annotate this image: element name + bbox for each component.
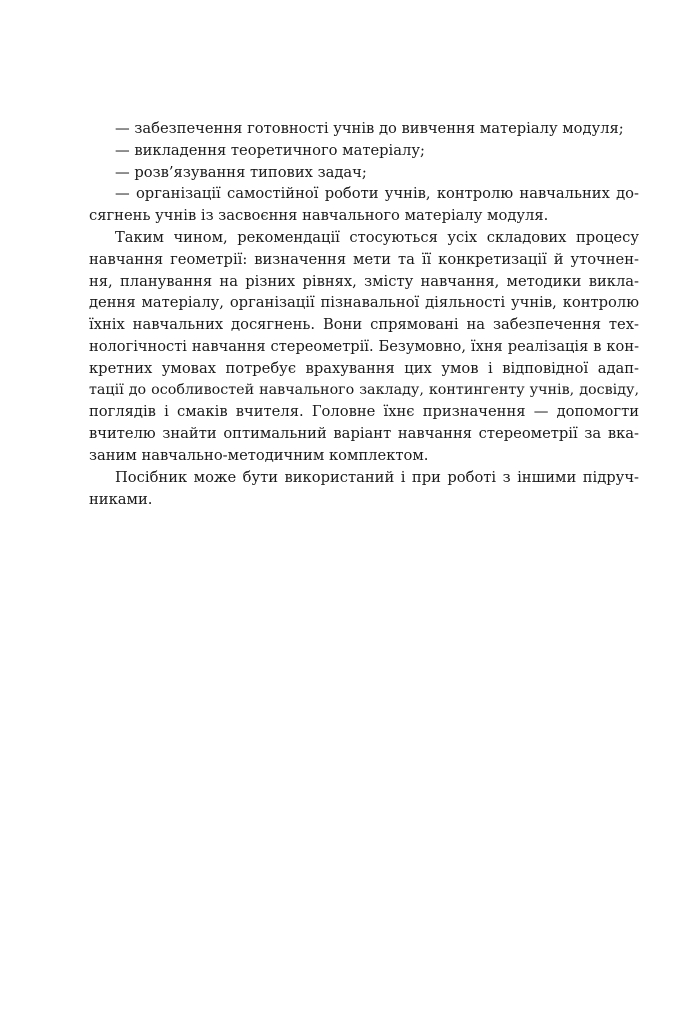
- text-line: тації до особливостей навчального закладу, контингенту учнів, досвіду,: [89, 381, 639, 398]
- text-line: сягнень учнів із засвоєння навчального матеріалу модуля.: [89, 207, 549, 225]
- text-line: — розв’язування типових задач;: [115, 163, 367, 181]
- text-line: ня, планування на різних рівнях, змісту навчання, методики викла-: [89, 272, 639, 290]
- text-line: нологічності навчання стереометрії. Безумовно, їхня реалізація в кон-: [89, 337, 639, 355]
- text-line: — забезпечення готовності учнів до вивчення матеріалу модуля;: [115, 120, 624, 137]
- text-line: навчання геометрії: визначення мети та її конкретизації й уточнен-: [89, 250, 639, 268]
- text-line: дення матеріалу, організації пізнавальної діяльності учнів, контролю: [89, 294, 639, 312]
- body-text: [89, 118, 639, 510]
- text-line: їхніх навчальних досягнень. Вони спрямовані на забезпечення тех-: [89, 316, 639, 334]
- text-line: — організації самостійної роботи учнів, контролю навчальних до-: [115, 185, 639, 203]
- text-line: Таким чином, рекомендації стосуються усіх складових процесу: [115, 228, 639, 246]
- text-line: кретних умовах потребує врахування цих умов і відповідної адап-: [89, 359, 639, 377]
- text-line: заним навчально-методичним комплектом.: [89, 446, 429, 464]
- text-line: — викладення теоретичного матеріалу;: [115, 141, 425, 159]
- text-line: никами.: [89, 490, 153, 508]
- text-line: вчителю знайти оптимальний варіант навчання стереометрії за вка-: [89, 425, 639, 443]
- text-line: поглядів і смаків вчителя. Головне їхнє призначення — допомогти: [89, 403, 639, 421]
- text-line: Посібник може бути використаний і при роботі з іншими підруч-: [115, 468, 639, 486]
